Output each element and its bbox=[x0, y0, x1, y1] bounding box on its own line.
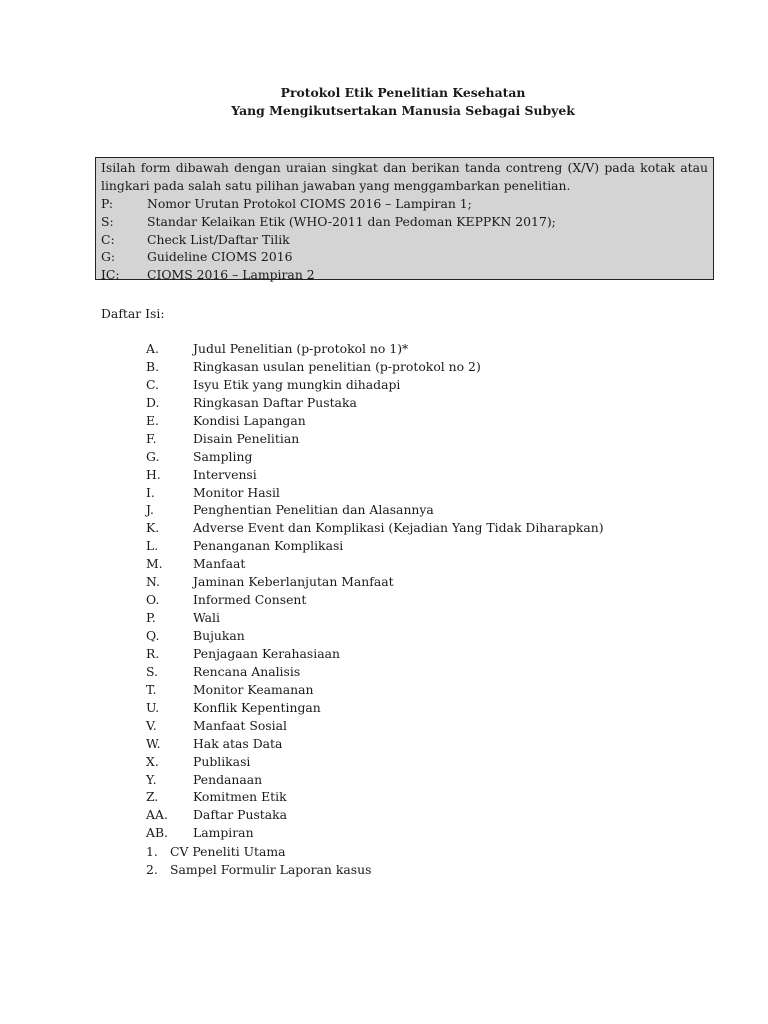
legend-code: IC: bbox=[101, 267, 120, 283]
toc-item-label: Manfaat Sosial bbox=[193, 717, 287, 733]
toc-item bbox=[146, 466, 604, 484]
toc-item bbox=[146, 555, 604, 573]
toc-item-letter: V. bbox=[146, 717, 157, 733]
toc-item-letter: M. bbox=[146, 556, 163, 572]
attachment-item bbox=[146, 861, 371, 879]
toc-item-label: Manfaat bbox=[193, 556, 246, 572]
document-title: Protokol Etik Penelitian Kesehatan bbox=[280, 85, 526, 100]
toc-item bbox=[146, 699, 604, 717]
toc-item-label: Intervensi bbox=[193, 466, 257, 482]
instruction-box bbox=[95, 157, 714, 283]
attachment-item bbox=[146, 843, 371, 861]
toc-item-letter: E. bbox=[146, 412, 159, 428]
toc-item-letter: Y. bbox=[146, 771, 157, 787]
toc-item-label: Konflik Kepentingan bbox=[193, 699, 321, 715]
toc-item bbox=[146, 430, 604, 448]
legend-row bbox=[101, 213, 708, 231]
attachment-list bbox=[146, 843, 371, 879]
toc-item bbox=[146, 501, 604, 519]
toc-item bbox=[146, 824, 604, 842]
toc-item bbox=[146, 448, 604, 466]
legend-code: C: bbox=[101, 231, 115, 247]
toc-item-label: Monitor Hasil bbox=[193, 484, 280, 500]
toc-item-letter: J. bbox=[146, 502, 154, 518]
legend-row bbox=[101, 231, 708, 249]
toc-item-letter: AB. bbox=[146, 825, 168, 841]
toc-item-letter: T. bbox=[146, 681, 157, 697]
toc-item-letter: Z. bbox=[146, 789, 159, 805]
toc-item bbox=[146, 591, 604, 609]
attachment-number: 2. bbox=[146, 862, 158, 877]
toc-item-label: Kondisi Lapangan bbox=[193, 412, 306, 428]
toc-item-letter: H. bbox=[146, 466, 161, 482]
toc-item-letter: G. bbox=[146, 448, 160, 464]
toc-item bbox=[146, 358, 604, 376]
toc-item-letter: O. bbox=[146, 592, 160, 608]
toc-item-letter: I. bbox=[146, 484, 155, 500]
toc-item-label: Komitmen Etik bbox=[193, 789, 287, 805]
toc-item-letter: K. bbox=[146, 520, 160, 536]
toc-item-letter: W. bbox=[146, 735, 161, 751]
toc-item-label: Jaminan Keberlanjutan Manfaat bbox=[193, 574, 394, 590]
toc-item-letter: R. bbox=[146, 645, 160, 661]
toc-item-label: Adverse Event dan Komplikasi (Kejadian Yang Tidak Diharapkan) bbox=[193, 520, 604, 536]
toc-item bbox=[146, 753, 604, 771]
toc-item bbox=[146, 519, 604, 537]
toc-item-letter: U. bbox=[146, 699, 160, 715]
toc-item bbox=[146, 645, 604, 663]
toc-item bbox=[146, 376, 604, 394]
toc-item-letter: AA. bbox=[146, 807, 168, 823]
toc-item-letter: D. bbox=[146, 394, 160, 410]
toc-item-letter: N. bbox=[146, 574, 160, 590]
toc-item bbox=[146, 412, 604, 430]
attachment-label: CV Peneliti Utama bbox=[170, 844, 286, 859]
toc-item-label: Informed Consent bbox=[193, 592, 307, 608]
toc-item bbox=[146, 573, 604, 591]
toc-item bbox=[146, 717, 604, 735]
legend-description: Guideline CIOMS 2016 bbox=[147, 249, 293, 265]
toc-item-label: Judul Penelitian (p-protokol no 1)* bbox=[193, 341, 409, 356]
toc-item-letter: X. bbox=[146, 753, 159, 769]
legend-row bbox=[101, 195, 708, 213]
toc-item-label: Penjagaan Kerahasiaan bbox=[193, 645, 340, 661]
legend-list bbox=[101, 195, 708, 284]
toc-item bbox=[146, 609, 604, 627]
toc-item-letter: F. bbox=[146, 430, 157, 446]
toc-item-label: Ringkasan usulan penelitian (p-protokol no 2) bbox=[193, 358, 481, 374]
legend-code: S: bbox=[101, 213, 114, 229]
toc-item-letter: C. bbox=[146, 376, 159, 392]
attachment-label: Sampel Formulir Laporan kasus bbox=[170, 862, 372, 877]
toc-item-label: Wali bbox=[193, 610, 220, 626]
toc-item-label: Publikasi bbox=[193, 753, 251, 769]
toc-item-letter: S. bbox=[146, 663, 158, 679]
toc-item bbox=[146, 806, 604, 824]
legend-description: CIOMS 2016 – Lampiran 2 bbox=[147, 267, 315, 283]
attachment-number: 1. bbox=[146, 844, 158, 859]
toc-item bbox=[146, 537, 604, 555]
legend-description: Nomor Urutan Protokol CIOMS 2016 – Lampiran 1; bbox=[147, 196, 472, 211]
toc-item-label: Bujukan bbox=[193, 628, 245, 643]
toc-item-letter: B. bbox=[146, 358, 160, 374]
toc-item-letter: Q. bbox=[146, 628, 160, 643]
toc-item bbox=[146, 681, 604, 699]
instruction-text: Isilah form dibawah dengan uraian singkat dan berikan tanda contreng (X/V) pada kotak atau lingkari pada salah satu pilihan jawaban yang menggambarkan penelitian. bbox=[101, 160, 708, 193]
toc-item-label: Lampiran bbox=[193, 825, 254, 841]
toc-item-label: Monitor Keamanan bbox=[193, 681, 314, 697]
toc-item-letter: A. bbox=[146, 341, 159, 356]
toc-item-label: Hak atas Data bbox=[193, 735, 283, 751]
toc-item-label: Rencana Analisis bbox=[193, 663, 301, 679]
toc-item bbox=[146, 627, 604, 645]
toc-item bbox=[146, 788, 604, 806]
toc-item bbox=[146, 394, 604, 412]
toc-item-letter: L. bbox=[146, 538, 159, 554]
toc-item-label: Ringkasan Daftar Pustaka bbox=[193, 394, 357, 410]
legend-code: P: bbox=[101, 196, 114, 211]
toc-item-label: Disain Penelitian bbox=[193, 430, 300, 446]
toc-item-letter: P. bbox=[146, 610, 156, 626]
toc-item-label: Sampling bbox=[193, 448, 253, 464]
toc-item-label: Penanganan Komplikasi bbox=[193, 538, 344, 554]
legend-code: G: bbox=[101, 249, 116, 265]
toc-item-label: Isyu Etik yang mungkin dihadapi bbox=[193, 376, 401, 392]
toc-item-label: Pendanaan bbox=[193, 771, 263, 787]
toc-list bbox=[146, 340, 604, 842]
legend-row bbox=[101, 248, 708, 266]
toc-item-label: Daftar Pustaka bbox=[193, 807, 288, 823]
document-subtitle: Yang Mengikutsertakan Manusia Sebagai Subyek bbox=[231, 103, 575, 118]
toc-heading: Daftar Isi: bbox=[101, 306, 165, 321]
legend-row bbox=[101, 266, 708, 284]
legend-description: Standar Kelaikan Etik (WHO-2011 dan Pedoman KEPPKN 2017); bbox=[147, 213, 556, 229]
legend-description: Check List/Daftar Tilik bbox=[147, 231, 290, 247]
toc-item bbox=[146, 340, 604, 358]
toc-item bbox=[146, 735, 604, 753]
toc-item bbox=[146, 484, 604, 502]
toc-item bbox=[146, 663, 604, 681]
toc-item-label: Penghentian Penelitian dan Alasannya bbox=[193, 502, 434, 518]
toc-item bbox=[146, 771, 604, 789]
